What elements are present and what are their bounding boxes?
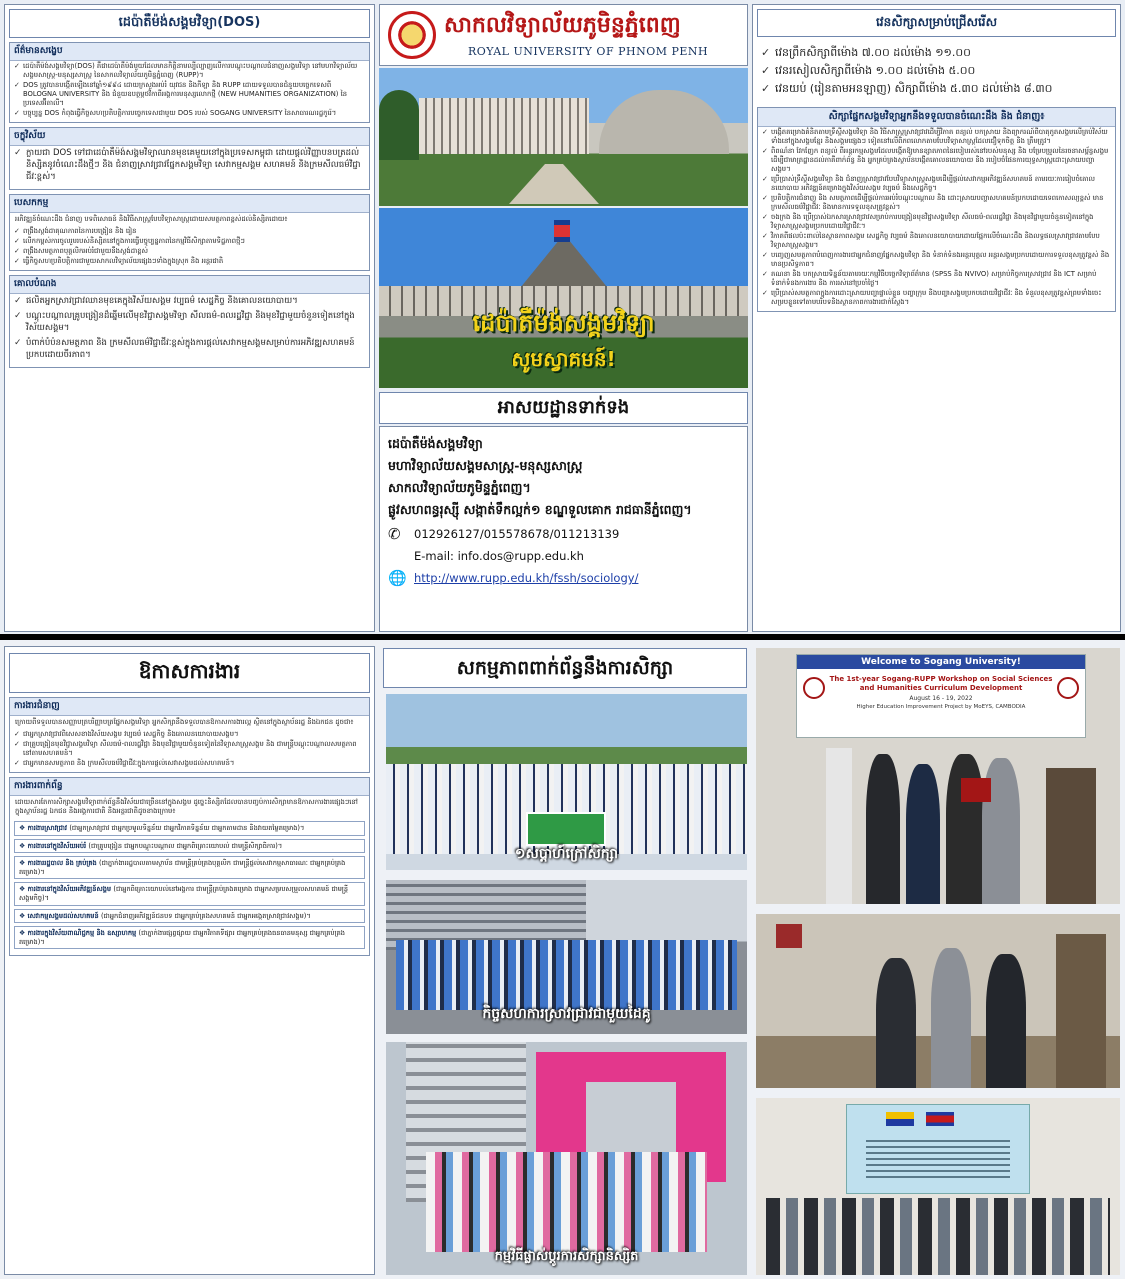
job-related-box bbox=[14, 909, 365, 924]
phone-icon: ✆ bbox=[388, 525, 401, 543]
jobs-general-list bbox=[10, 729, 369, 772]
jobs-related-intro: ដោយសារតែការសិក្សាសង្គមវិទ្យាពាក់ព័ន្ធនឹងវិស័យជាច្រើននៅក្នុងសង្គម ដូច្នេះនិស្សិតដែលបានបញ្ចប់ការសិក្សាមានឱកាសការងារផ្សេងៗនៅក្នុងស្ថាប័នរដ្ឋ ឯកជន និងអង្គការជាតិ និងអន្តរជាតិដូចខាងក្រោម៖ bbox=[15, 798, 358, 815]
job-related-text: (ជាអ្នកជំនាញអភិវឌ្ឍន៍ជនបទ ជាអ្នកគ្រប់គ្រងសហគមន៍ ជាអ្នកអង្កេតស្រាវជ្រាវសង្គម)។ bbox=[100, 911, 311, 920]
workshop-banner bbox=[796, 654, 1086, 738]
university-header bbox=[379, 4, 748, 66]
top-section bbox=[0, 0, 1125, 634]
university-name-km: សាកលវិទ្យាល័យភូមិន្ទភ្នំពេញ bbox=[444, 12, 681, 38]
contact-website-link[interactable]: http://www.rupp.edu.kh/fssh/sociology/ bbox=[414, 571, 639, 585]
job-general-item: ✓ ជាគ្រូបង្រៀនមុខវិជ្ជាសង្គមវិទ្យា សីលធម៌-ពលរដ្ឋវិជ្ជា និងមុខវិជ្ជាមួយចំនួនទៀតនៃវិទ្យាសាស្ត្រសង្គម និង ជាមន្ត្រីបណ្តុះបណ្តាលសមត្ថភាពនៅតាមសហគមន៍។ bbox=[14, 740, 365, 758]
university-seal-icon bbox=[388, 11, 436, 59]
about-item: ✓ បច្ចុប្បន្ន DOS កំពុងធ្វើកិច្ចសហប្រតិបត្តិការបច្ចេកទេសជាមួយ DOS របស់ SOGANG UNIVERSITY នៃសាធារណរដ្ឋកូរ៉េ។ bbox=[14, 109, 365, 118]
jobs-related-boxes bbox=[10, 821, 369, 949]
banner-sub: Higher Education Improvement Project by MoEYS, CAMBODIA bbox=[856, 704, 1026, 710]
schedule-list bbox=[753, 41, 1120, 103]
jobs-general-title: ការងារជំនាញ bbox=[10, 698, 369, 716]
contact-phone-row bbox=[388, 525, 739, 543]
vision-title: ចក្ខុវិស័យ bbox=[10, 128, 369, 146]
skills-title: សិក្សាផ្នែកសង្គមវិទ្យាអ្នកនឹងទទួលបានចំណេះដឹង និង ជំនាញ៖ bbox=[758, 108, 1115, 127]
banner-title: The 1st-year Sogang-RUPP Workshop on Social Sciences and Humanities Curriculum Development bbox=[829, 675, 1053, 692]
mission-section bbox=[9, 194, 370, 271]
goals-item: ✓ ផលិតអ្នកស្រាវជ្រាវឈានមុខគេក្នុងវិស័យសង្គម វប្បធម៌ សេដ្ឋកិច្ច និងគោលនយោបាយ។ bbox=[14, 295, 365, 307]
job-related-text: (ជាភ្នាក់ងាររដ្ឋបាលតាមស្ថាប័ន ជាមន្ត្រីគ្រប់គ្រងបុគ្គលិក ជាមន្ត្រីផ្តល់សេវាកម្មសាធារណៈ ជាអ្នកគ្រប់គ្រងគម្រោង)។ bbox=[19, 859, 346, 876]
welcome-photo bbox=[379, 208, 748, 388]
banner-date: August 16 - 19, 2022 bbox=[909, 695, 973, 702]
schedule-item: ✓ វេនព្រឹកសិក្សាពីម៉ោង ៧.០០ ដល់ម៉ោង ១១.០០ bbox=[761, 45, 1112, 61]
jobs-panel bbox=[4, 646, 375, 1275]
mission-intro: អភិវឌ្ឍន៍ចំណេះដឹង ជំនាញ បទពិសោធន៍ និងវិធីសាស្រ្តបែបវិទ្យាសាស្រ្តដោយសមត្ថភាពខ្ពស់ដល់និស្សិតដោយ៖ bbox=[15, 215, 288, 223]
event-photo-workshop bbox=[756, 648, 1120, 904]
skill-item: ✓ បង្កើតគម្រោងគំនិតតាមទ្រឹស្តីសង្គមវិទ្យា និង វិធីសាស្ត្រស្រាវជ្រាវដើម្បីវិភាគ ពន្យល់ បកស្រាយ និងព្យាករណ៍ពីបាតុភូតសង្គមលើគ្រប់វិស័យ ទាំងនៅក្នុងសង្គមខ្មែរ និងសង្គមផ្សេងៗ ទៀតនៅលើពិភពលោកតាមបែបវិទ្យាសាស្ត្រដែលជឿទុកចិត្ត និង ត្រឹមត្រូវ។ bbox=[762, 128, 1111, 146]
vision-section bbox=[9, 127, 370, 190]
skill-item: ✓ បញ្ចេញសមត្ថភាពបំពេញការងារជាអ្នកជំនាញផ្នែកសង្គមវិទ្យា និង ទំនាក់ទំនងអន្តរបុគ្គល អន្តរសង្គមប្រកបដោយការទទួលខុសត្រូវខ្ពស់ និង មានប្រសិទ្ធភាព។ bbox=[762, 251, 1111, 269]
about-list bbox=[10, 61, 369, 122]
goals-item: ✓ បណ្តុះបណ្តាលគ្រូបង្រៀនដ៏ឆ្នើមលើមុខវិជ្ជាសង្គមវិទ្យា សីលធម៌-ពលរដ្ឋវិជ្ជា និងមុខវិជ្ជាមួយចំនួនទៀតនៅក្នុងវិស័យសង្គម។ bbox=[14, 310, 365, 334]
vision-item: ✓ ក្លាយជា DOS ទៅជាដេប៉ាតឺម៉ង់សង្គមវិទ្យាឈានមុខគេមួយនៅក្នុងប្រទេសកម្ពុជា ដោយផ្តល់វិញ្ញាបនបត្រដល់និស្សិតនូវចំណេះដឹងថ្មីៗ និង ជំនាញស្រាវជ្រាវផ្នែកសង្គមវិទ្យា សេវាកម្មសង្គម សហគមន៍ និងក្រមសីលធម៌វិជ្ជាជីវៈខ្ពស់។ bbox=[14, 147, 365, 183]
about-title: ព័ត៌មានសង្ខេប bbox=[10, 43, 369, 61]
skill-item: ✓ ចងក្រង និង ប្រើប្រាស់ឯកសារស្រាវជ្រាវសម្រាប់ការបង្រៀនមុខវិជ្ជាសង្គមវិទ្យា សីលធម៌-ពលរដ្ឋវិជ្ជា និងមុខវិជ្ជាមួយចំនួនទៀតនៅក្នុងវិទ្យាសាស្ត្រសង្គមប្រកបដោយវិជ្ជាជីវៈ។ bbox=[762, 213, 1111, 231]
campus-building-photo bbox=[379, 68, 748, 206]
vision-list bbox=[10, 146, 369, 189]
skill-item: ✓ ប្រើប្រាស់សមត្ថភាពក្នុងការដោះស្រាយបញ្ហាផ្ទាល់ខ្លួន បញ្ហាក្រុម និងបញ្ហាសង្គមប្រកបដោយវិជ្ជាជីវៈ និង ទំនួលខុសត្រូវខ្ពស់ព្រមទាំងចេះសម្របខ្លួនទៅតាមបរិបទនិងស្ថានភាពការងារជាក់ស្តែង។ bbox=[762, 289, 1111, 307]
activity-photo-2 bbox=[386, 880, 747, 1034]
jobs-general-section bbox=[9, 697, 370, 773]
goals-list bbox=[10, 294, 369, 367]
skills-list bbox=[758, 127, 1115, 311]
activity-caption-2: កិច្ចសហការស្រាវជ្រាវជាមួយដៃគូ bbox=[482, 1006, 651, 1022]
mission-list bbox=[10, 226, 369, 270]
about-item: ✓ ដេប៉ាតឺម៉ង់សង្គមវិទ្យា(DOS) គឺជាដេប៉ាតឺម៉ង់មួយដែលមានកិត្តិនាមល្បីល្បាញលើការបណ្តុះបណ្តាលជំនាញសង្គមវិទ្យា នៅមហាវិទ្យាល័យសង្គមសាស្រ្ត-មនុស្សសាស្រ្ត នៃសាកលវិទ្យាល័យភូមិន្ទភ្នំពេញ (RUPP)។ bbox=[14, 62, 365, 80]
activities-title: សកម្មភាពពាក់ព័ន្ធនឹងការសិក្សា bbox=[383, 648, 747, 688]
job-general-item: ✓ ជាអ្នកស្រាវជ្រាវពិសេសខាងវិស័យសង្គម វប្បធម៌ សេដ្ឋកិច្ច និងគោលនយោបាយសង្គម។ bbox=[14, 730, 365, 739]
jobs-title: ឱកាសការងារ bbox=[9, 653, 370, 693]
contact-address-line: ដេប៉ាតឺម៉ង់សង្គមវិទ្យា bbox=[388, 436, 483, 451]
goals-title: គោលបំណង bbox=[10, 276, 369, 294]
contact-panel bbox=[379, 426, 748, 632]
job-related-label: សេវាកម្មសង្គមដល់សហគមន៍ bbox=[27, 911, 101, 920]
contact-address bbox=[388, 433, 739, 521]
job-related-text: (ជាភ្នាក់ងារផ្សព្វផ្សាយ ជាអ្នកវិភាគទីផ្សារ ជាអ្នកគ្រប់គ្រងធនធានមនុស្ស ជាអ្នកគ្រប់គ្រងគម្រោង)។ bbox=[19, 929, 345, 946]
job-related-label: ការងារនៅក្នុងវិស័យអប់រំ bbox=[27, 841, 89, 850]
job-related-label: ការងាររដ្ឋបាល និង គ្រប់គ្រង bbox=[27, 859, 100, 868]
job-related-text: (ជាគ្រូបង្រៀន ជាអ្នកបណ្តុះបណ្តាល ជាអ្នកពិគ្រោះយោបល់ ជាមន្ត្រីសិក្សាធិការ)។ bbox=[88, 841, 283, 850]
banner-left-logo-icon bbox=[803, 677, 825, 699]
welcome-line1: ដេប៉ាតឺម៉ង់សង្គមវិទ្យា bbox=[472, 309, 655, 337]
mission-item: ✓ ធ្វើកិច្ចសហប្រតិបត្តិការជាមួយសាកលវិទ្យាល័យផ្សេងៗទាំងក្នុងស្រុក និង អន្តរជាតិ bbox=[14, 257, 365, 266]
schedule-item: ✓ វេនយប់ (រៀនតាមអនឡាញ) សិក្សាពីម៉ោង ៥.៣០ ដល់ម៉ោង ៨.៣០ bbox=[761, 81, 1112, 97]
banner-right-logo-icon bbox=[1057, 677, 1079, 699]
about-section bbox=[9, 42, 370, 123]
bottom-section bbox=[0, 640, 1125, 1279]
dos-panel bbox=[4, 4, 375, 632]
mission-item: ✓ ពង្រឹងស្តង់ដាគុណភាពនៃការបង្រៀន និង រៀន bbox=[14, 227, 365, 236]
banner-welcome: Welcome to Sogang University! bbox=[797, 655, 1085, 669]
activity-caption-1: ១សប្តាហ៍ក្រៅសិក្សា bbox=[514, 846, 619, 862]
event-photo-handshake bbox=[756, 914, 1120, 1088]
job-related-box bbox=[14, 856, 365, 879]
activity-caption-3: កម្មវិធីផ្លាស់ប្តូរការសិក្សានិស្សិត bbox=[494, 1249, 639, 1264]
skill-item: ✓ គណនា និង បកស្រាយទិន្នន័យតាមរយៈកម្មវិធីបច្ចេកវិទ្យាព័ត៌មាន (SPSS និង NVIVO) សម្រាប់កិច្ចការស្រាវជ្រាវ និង ICT សម្រាប់ទំនាក់ទំនងការងារ និង ការរស់នៅប្រចាំថ្ងៃ។ bbox=[762, 270, 1111, 288]
university-name-en: ROYAL UNIVERSITY OF PHNOM PENH bbox=[468, 45, 709, 58]
job-related-label: ការងារក្នុងវិស័យពាណិជ្ជកម្ម និង ឧស្សាហកម្ម bbox=[27, 929, 139, 938]
goals-item: ✓ បំពាក់បំប៉នសមត្ថភាព និង ក្រមសីលធម៌វិជ្ជាជីវៈខ្ពស់ក្នុងការផ្តល់សេវាកម្មសង្គមសម្រាប់ការអភិវឌ្ឍសហគមន៍ប្រកបដោយចីរភាព។ bbox=[14, 337, 365, 361]
welcome-line2: សូមស្វាគមន៍! bbox=[511, 347, 616, 371]
job-related-label: ការងារស្រាវជ្រាវ bbox=[27, 824, 70, 832]
jobs-related-title: ការងារពាក់ព័ន្ធ bbox=[10, 778, 369, 796]
contact-title: អាសយដ្ឋានទាក់ទង bbox=[379, 392, 748, 424]
contact-address-line: មហាវិទ្យាល័យសង្គមសាស្ត្រ-មនុស្សសាស្ត្រ bbox=[388, 458, 583, 473]
job-related-text: (ជាអ្នកពិគ្រោះយោបល់នៅអង្គការ ជាមន្ត្រីគ្រប់គ្រងគម្រោង ជាអ្នកសម្របសម្រួលសហគមន៍ ជាមន្ត្រីសង្គមកិច្ច)។ bbox=[19, 885, 349, 902]
about-item: ✓ DOS ត្រូវបានបង្កើតឡើងនៅឆ្នាំ១៩៩៤ ដោយក្រសួងអប់រំ យុវជន និងកីឡា និង RUPP ដោយទទួលបានជំនួយបច្ចេកទេសពី BOLOGNA UNIVERSITY និង ជំនួយឧបត្ថម្ភថវិកាពីអង្គការមនុស្សលោកថ្មី (NEW HUMANITIES ORGANIZATION) នៃប្រទេសអ៊ីតាលី។ bbox=[14, 81, 365, 108]
contact-address-line: សាកលវិទ្យាល័យភូមិន្ទភ្នំពេញ។ bbox=[388, 480, 531, 495]
schedule-title: វេនសិក្សាសម្រាប់ជ្រើសរើស bbox=[757, 9, 1116, 37]
contact-email[interactable]: E-mail: info.dos@rupp.edu.kh bbox=[414, 549, 584, 563]
job-related-box bbox=[14, 821, 365, 836]
dos-title: ដេប៉ាតឺម៉ង់សង្គមវិទ្យា(DOS) bbox=[9, 9, 370, 38]
schedule-panel bbox=[752, 4, 1121, 632]
activity-photo-3 bbox=[386, 1042, 747, 1275]
skill-item: ✓ វិភាគពីផលប៉ះពាល់នៃស្ថានភាពសង្គម សេដ្ឋកិច្ច វប្បធម៌ និងគោលនយោបាយដោយផ្អែកលើចំណេះដឹង និងលទ្ធផលស្រាវជ្រាវតាមបែបវិទ្យាសាស្ត្រសង្គម។ bbox=[762, 232, 1111, 250]
skill-item: ✓ ពិពណ៌នា វែកញែក ពន្យល់ ពីអន្តរកម្មសង្គមដែលបង្កើតឱ្យមានខ្សាតភាពនៃរបៀបរស់នៅរបស់មនុស្ស និង បម្រែបម្រួលនៃរចនាសម្ព័ន្ធសង្គមដើម្បីជាមាត្រដ្ឋានដល់ភាគីពាក់ព័ន្ធ និង អ្នកគ្រប់គ្រងស្ថាប័នបង្កើតគោលនយោបាយ និង របៀបចំផែនការយុទ្ធសាស្រ្តដោះស្រាយបញ្ហាសង្គម។ bbox=[762, 147, 1111, 174]
job-general-item: ✓ ជាអ្នកមានសមត្ថភាព និង ក្រមសីលធម៌វិជ្ជាជីវៈក្នុងការផ្តល់សេវាសង្គមដល់សហគមន៍។ bbox=[14, 759, 365, 768]
skills-section bbox=[757, 107, 1116, 312]
contact-phone: 012926127/015578678/011213139 bbox=[414, 527, 620, 541]
job-related-box bbox=[14, 839, 365, 854]
activity-photo-1 bbox=[386, 694, 747, 870]
skill-item: ✓ ប្រើប្រាស់ទ្រឹស្តីសង្គមវិទ្យា និង ជំនាញស្រាវជ្រាវបែបវិទ្យាសាស្ត្រសង្គមដើម្បីផ្តល់សេវាកម្មអភិវឌ្ឍន៍សហគមន៍ តាមរយៈការរៀបចំគោលនយោបាយ អភិវឌ្ឍន៍គម្រោងក្នុងវិស័យសង្គម វប្បធម៌ និងសេដ្ឋកិច្ច។ bbox=[762, 175, 1111, 193]
job-related-box bbox=[14, 882, 365, 905]
job-related-label: ការងារនៅក្នុងវិស័យអភិវឌ្ឍន៍សង្គម bbox=[27, 885, 114, 894]
job-related-text: (ជាអ្នកស្រាវជ្រាវ ជាអ្នកប្រមូលទិន្នន័យ ជាអ្នកវិភាគទិន្នន័យ ជាអ្នកតាមដាន និងវាយតម្លៃគម្រោង)។ bbox=[69, 824, 305, 832]
job-related-box bbox=[14, 926, 365, 949]
schedule-item: ✓ វេនរសៀលសិក្សាពីម៉ោង ១.០០ ដល់ម៉ោង ៥.០០ bbox=[761, 63, 1112, 79]
event-photo-group bbox=[756, 1098, 1120, 1275]
mission-title: បេសកកម្ម bbox=[10, 195, 369, 213]
globe-icon: 🌐 bbox=[388, 569, 407, 587]
contact-web-row bbox=[388, 569, 739, 587]
mission-item: ✓ ពង្រឹងសមត្ថភាពបុគ្គលិកអប់រំជាមួយនឹងស្តង់ដាខ្ពស់ bbox=[14, 247, 365, 256]
jobs-general-intro: ក្រោយពីទទួលបានសញ្ញាបត្របរិញ្ញាបត្រផ្នែកសង្គមវិទ្យា អ្នកសិក្សានឹងទទួលបានឱកាសការងារល្អ ស្ថិតនៅក្នុងស្ថាប័នរដ្ឋ និងឯកជន ដូចជា៖ bbox=[15, 718, 354, 726]
mission-item: ✓ លើកកម្ពស់ការចូលរួមរបស់និស្សិតនៅក្នុងការធ្វើបច្ចុប្បន្នភាពនៃកម្មវិធីសិក្សាតាមទិដ្ឋភាពថ្មីៗ bbox=[14, 237, 365, 246]
contact-address-line: ផ្លូវសហពន្ធរុស្ស៊ី សង្កាត់ទឹកល្អក់១ ខណ្ឌទួលគោក រាជធានីភ្នំពេញ។ bbox=[388, 502, 692, 517]
skill-item: ✓ ប្រតិបត្តិការជំនាញ និង សមត្ថភាពដើម្បីផ្តល់ការអប់រំបណ្តុះបណ្តាល និង ដោះស្រាយបញ្ហាសហគមន៍ប្រកបដោយទេពកោសល្យខ្ពស់ មានក្រមសីលធម៌វិជ្ជាជីវៈ និងមានការទទួលខុសត្រូវខ្ពស់។ bbox=[762, 194, 1111, 212]
goals-section bbox=[9, 275, 370, 368]
jobs-related-section bbox=[9, 777, 370, 956]
